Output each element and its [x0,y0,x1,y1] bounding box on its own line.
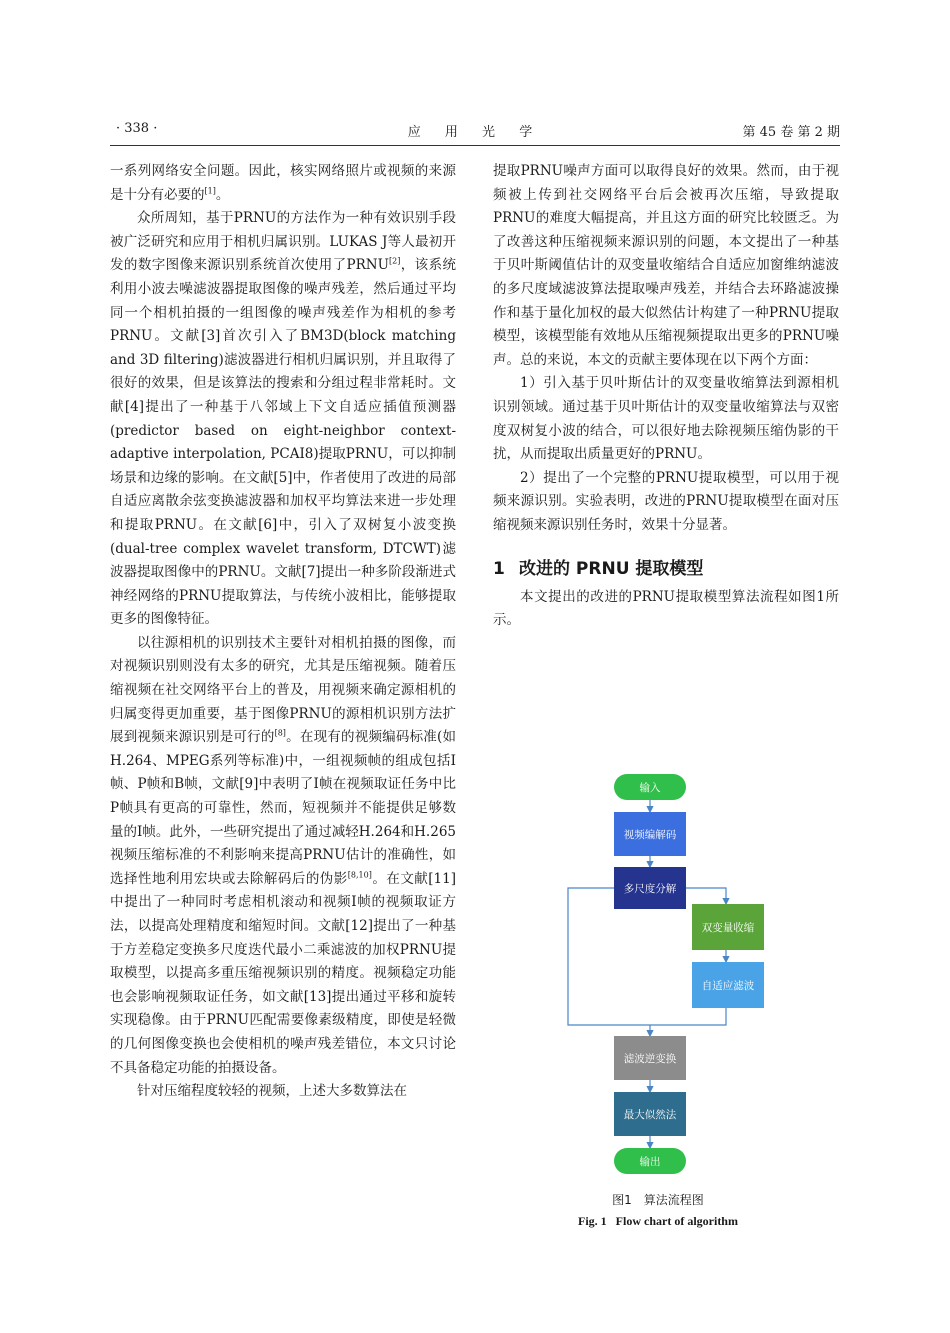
right-column [493,160,839,633]
arrow-multiscale-bivariate [686,888,726,904]
journal-name: 应 用 光 学 [407,125,543,140]
page-number: · 338 · [116,121,158,136]
figure-caption-cn: 图1 算法流程图 [612,1193,704,1207]
node-input: 输入 [614,774,686,800]
right-paragraph-1: 提取PRNU噪声方面可以取得良好的效果。然而，由于视频被上传到社交网络平台后会被再次压缩，导致提取PRNU的难度大幅提高，并且这方面的研究比较匮乏。为了改善这种压缩视频来源识别的问题，本文提出了一种基于贝叶斯阈值估计的双变量收缩结合自适应加窗维纳滤波的多尺度域滤波算法提取噪声残差，并结合去环路滤波操作和基于量化加权的最大似然估计构建了一种PRNU提取模型，该模型能有效地从压缩视频提取出更多的PRNU噪声。总的来说，本文的贡献主要体现在以下两个方面： [493,163,839,368]
issue-info: 第 45 卷 第 2 期 [742,125,840,140]
contribution-1: 1）引入基于贝叶斯估计的双变量收缩算法到源相机识别领域。通过基于贝叶斯估计的双变量收缩算法与双密度双树复小波的结合，可以很好地去除视频压缩伪影的干扰，从而提取出质量更好的PRNU。 [493,375,839,463]
left-paragraph-4: 针对压缩程度较轻的视频，上述大多数算法在 [137,1083,407,1100]
citation: [8,10] [347,870,372,880]
left-column [110,160,456,1104]
flowchart-figure [540,770,790,1190]
citation: [8] [274,728,286,738]
figure-label-en: Fig. 1 [578,1214,607,1228]
node-mle: 最大似然法 [614,1092,686,1136]
left-paragraph-3: 以往源相机的识别技术主要针对相机拍摄的图像，而对视频识别则没有太多的研究，尤其是压缩视频。随着压缩视频在社交网络平台上的普及，用视频来确定源相机的归属变得更加重要，基于图像PRNU的源相机识别方法扩展到视频来源识别是可行的[8]。在现有的视频编码标准(如H.264、MPEG系列等标准)中，一组视频帧的组成包括I帧、P帧和B帧，文献[9]中表明了I帧在视频取证任务中比P帧具有更高的可靠性，然而，短视频并不能提供足够数量的I帧。此外，一些研究提出了通过减轻H.264和H.265视频压缩标准的不利影响来提高PRNU估计的准确性，如选择性地利用宏块或去除解码后的伪影[8,10]。在文献[11]中提出了一种同时考虑相机滚动和视频I帧的视频取证方法，以提高处理精度和缩短时间。文献[12]提出了一种基于方差稳定变换多尺度迭代最小二乘滤波的加权PRNU提取模型，以提高多重压缩视频识别的精度。视频稳定功能也会影响视频取证任务，如文献[13]提出通过平移和旋转实现稳像。由于PRNU匹配需要像素级精度，即使是轻微的几何图像变换也会使相机的噪声残差错位，本文只讨论不具备稳定功能的拍摄设备。 [110,634,457,1076]
header-rule [110,145,840,146]
section-heading [493,556,839,582]
citation: [1] [204,186,216,196]
section-number: 1 [493,558,505,579]
node-multiscale: 多尺度分解 [614,867,686,909]
node-decode: 视频编解码 [614,812,686,856]
figure-title-en: Flow chart of algorithm [615,1214,738,1228]
section-title: 改进的 PRNU 提取模型 [519,558,704,579]
node-inverse: 滤波逆变换 [614,1036,686,1080]
running-header [110,121,840,141]
figure-caption-en [493,1214,823,1229]
contribution-2: 2）提出了一个完整的PRNU提取模型，可以用于视频来源识别。实验表明，改进的PRNU提取模型在面对压缩视频来源识别任务时，效果十分显著。 [493,469,839,533]
right-paragraph-4: 本文提出的改进的PRNU提取模型算法流程如图1所示。 [493,588,839,629]
left-paragraph-1: 一系列网络安全问题。因此，核实网络照片或视频的来源是十分有必要的[1]。 [110,163,456,203]
node-bivariate: 双变量收缩 [692,904,764,950]
citation: [2] [389,256,401,266]
node-adaptive: 自适应滤波 [692,962,764,1008]
node-output: 输出 [614,1148,686,1174]
left-paragraph-2: 众所周知，基于PRNU的方法作为一种有效识别手段被广泛研究和应用于相机归属识别。LUKAS J等人最初开发的数字图像来源识别系统首次使用了PRNU[2]，该系统利用小波去噪滤波器提取图像的噪声残差，然后通过平均同一个相机拍摄的一组图像的噪声残差作为相机的参考PRNU。文献[3]首次引入了BM3D(block matching and 3D filtering)滤波器进行相机归属识别，并且取得了很好的效果，但是该算法的搜索和分组过程非常耗时。文献[4]提出了一种基于八邻域上下文自适应插值预测器(predictor based on eight-neighbor context-adaptive interpolation, PCAI8)提取PRNU，可以抑制场景和边缘的影响。在文献[5]中，作者使用了改进的局部自适应离散余弦变换滤波器和加权平均算法来进一步处理和提取PRNU。在文献[6]中，引入了双树复小波变换(dual-tree complex wavelet transform, DTCWT)滤波器提取图像中的PRNU。文献[7]提出一种多阶段渐进式神经网络的PRNU提取算法，与传统小波相比，能够提取更多的图像特征。 [110,210,457,628]
